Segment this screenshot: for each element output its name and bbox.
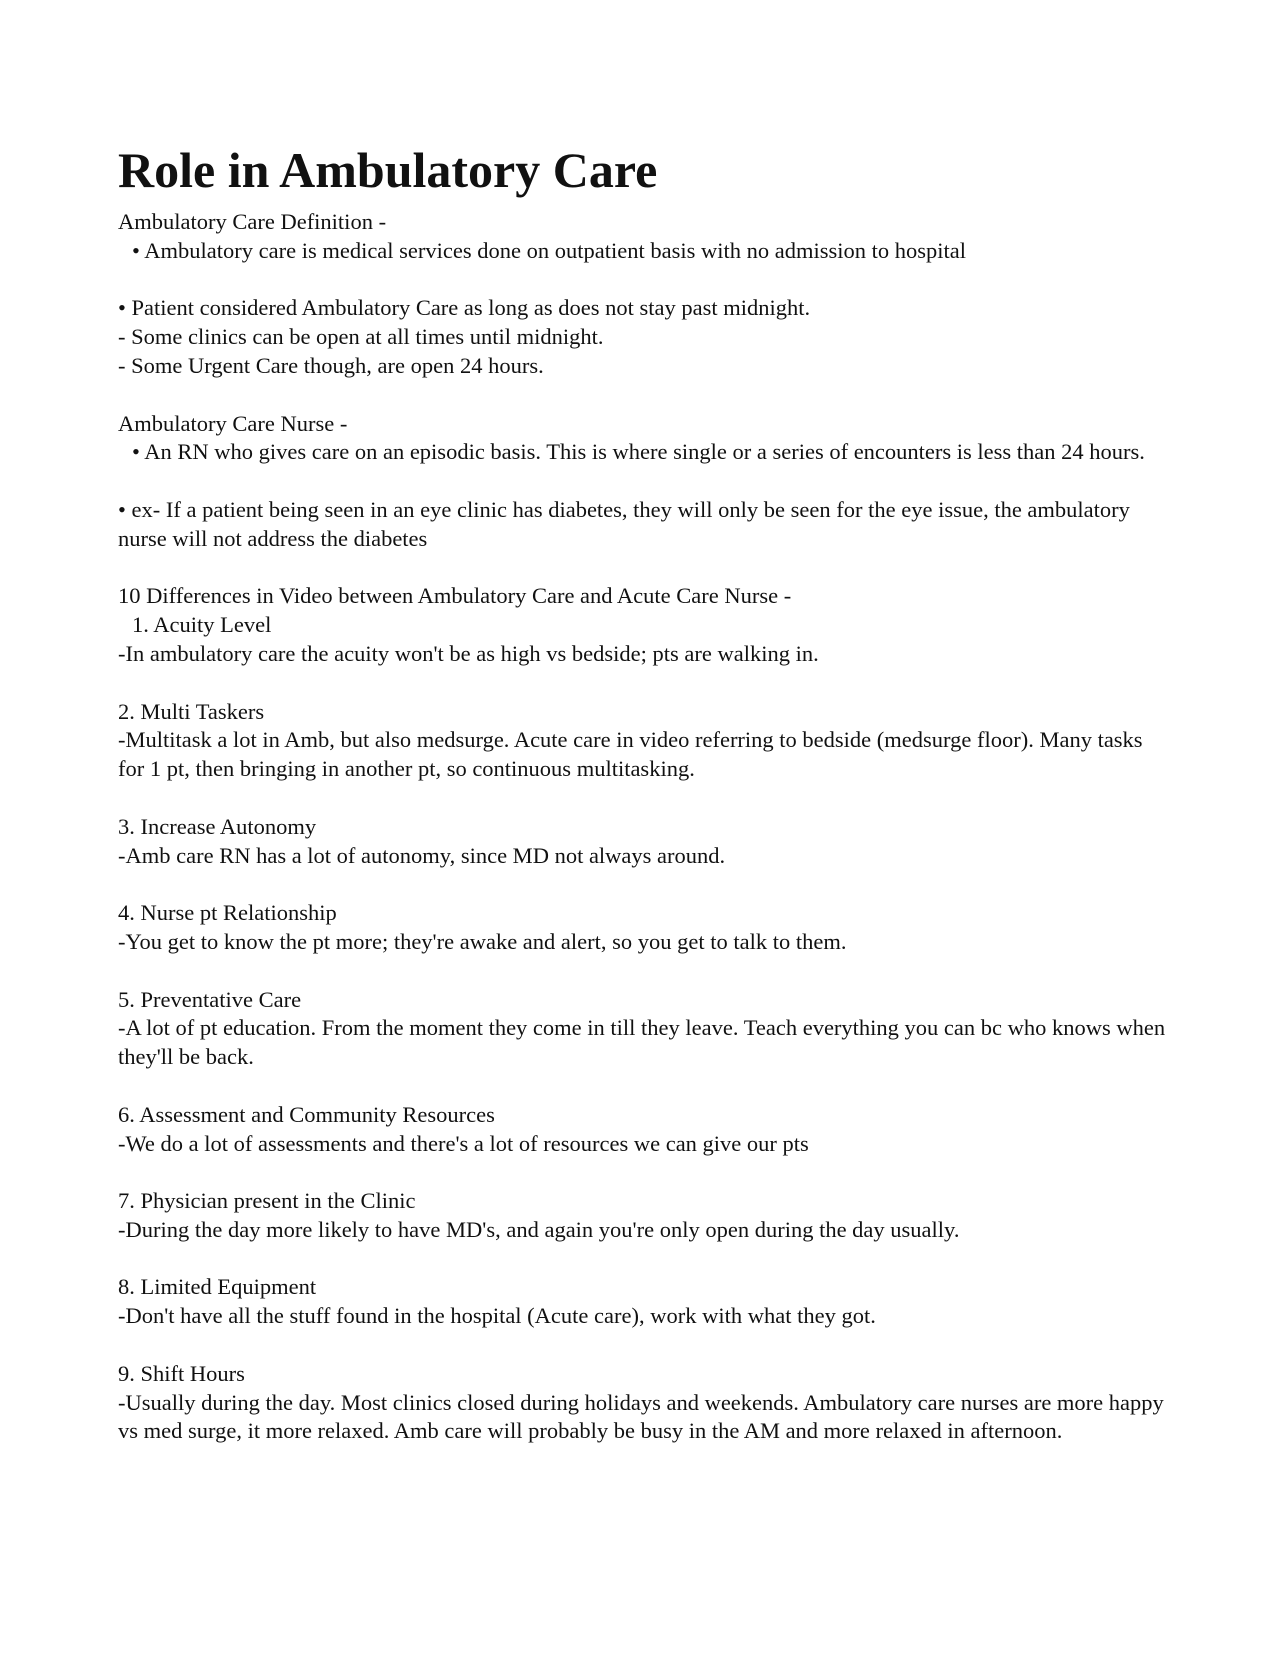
difference-title: 1. Acuity Level: [132, 612, 272, 638]
page-title: Role in Ambulatory Care: [118, 142, 658, 198]
definition-note: - Some Urgent Care though, are open 24 hours.: [118, 352, 544, 378]
spacer: [118, 669, 1168, 698]
spacer: [118, 870, 1168, 899]
difference-text: -Multitask a lot in Amb, but also medsurge. Acute care in video referring to bedside (medsurge floor). Many tasks for 1 pt, then bringing in another pt, so continuous multitasking.: [118, 727, 1149, 782]
nurse-bullet: • An RN who gives care on an episodic basis. This is where single or a series of encounters is less than 24 hours.: [132, 439, 1145, 465]
difference-text: -Don't have all the stuff found in the hospital (Acute care), work with what they got.: [118, 1303, 876, 1329]
difference-text: -We do a lot of assessments and there's a lot of resources we can give our pts: [118, 1130, 809, 1156]
difference-text: -Usually during the day. Most clinics closed during holidays and weekends. Ambulatory care nurses are more happy vs med surge, it more relaxed. Amb care will probably be busy in the AM and more relaxed in afternoon.: [118, 1389, 1170, 1444]
definition-note: - Some clinics can be open at all times until midnight.: [118, 324, 604, 350]
document-page: [118, 140, 1171, 1446]
difference-title: 2. Multi Taskers: [118, 698, 265, 724]
definition-bullet: • Ambulatory care is medical services done on outpatient basis with no admission to hospital: [132, 237, 966, 263]
difference-title: 8. Limited Equipment: [118, 1274, 317, 1300]
definition-bullet: • Patient considered Ambulatory Care as long as does not stay past midnight.: [118, 295, 811, 321]
difference-text: -Amb care RN has a lot of autonomy, since MD not always around.: [118, 842, 726, 868]
difference-title: 4. Nurse pt Relationship: [118, 900, 337, 926]
difference-text: -In ambulatory care the acuity won't be as high vs bedside; pts are walking in.: [118, 640, 819, 666]
definition-heading: Ambulatory Care Definition -: [118, 209, 387, 234]
difference-title: 9. Shift Hours: [118, 1360, 245, 1386]
difference-title: 3. Increase Autonomy: [118, 813, 317, 839]
nurse-section: [118, 410, 1168, 554]
nurse-bullet: • ex- If a patient being seen in an eye clinic has diabetes, they will only be seen for the eye issue, the ambulatory nurse will not address the diabetes: [118, 496, 1136, 551]
spacer: [118, 1072, 1168, 1101]
difference-text: -A lot of pt education. From the moment they come in till they leave. Teach everything you can bc who knows when they'll be back.: [118, 1015, 1171, 1070]
spacer: [118, 957, 1168, 986]
spacer: [118, 554, 1168, 583]
difference-text: -You get to know the pt more; they're awake and alert, so you get to talk to them.: [118, 928, 847, 954]
spacer: [118, 381, 1168, 410]
spacer: [118, 1331, 1168, 1360]
spacer: [118, 266, 1168, 295]
spacer: [118, 784, 1168, 813]
differences-section: [118, 582, 1171, 1446]
difference-title: 7. Physician present in the Clinic: [118, 1188, 416, 1214]
difference-title: 6. Assessment and Community Resources: [118, 1101, 495, 1127]
nurse-heading: Ambulatory Care Nurse -: [118, 410, 348, 436]
difference-text: -During the day more likely to have MD's, and again you're only open during the day usually.: [118, 1216, 960, 1242]
spacer: [118, 1158, 1168, 1187]
definition-section: [118, 208, 1168, 381]
differences-heading: 10 Differences in Video between Ambulatory Care and Acute Care Nurse -: [118, 583, 792, 609]
spacer: [118, 467, 1168, 496]
spacer: [118, 1245, 1168, 1274]
difference-title: 5. Preventative Care: [118, 986, 302, 1012]
